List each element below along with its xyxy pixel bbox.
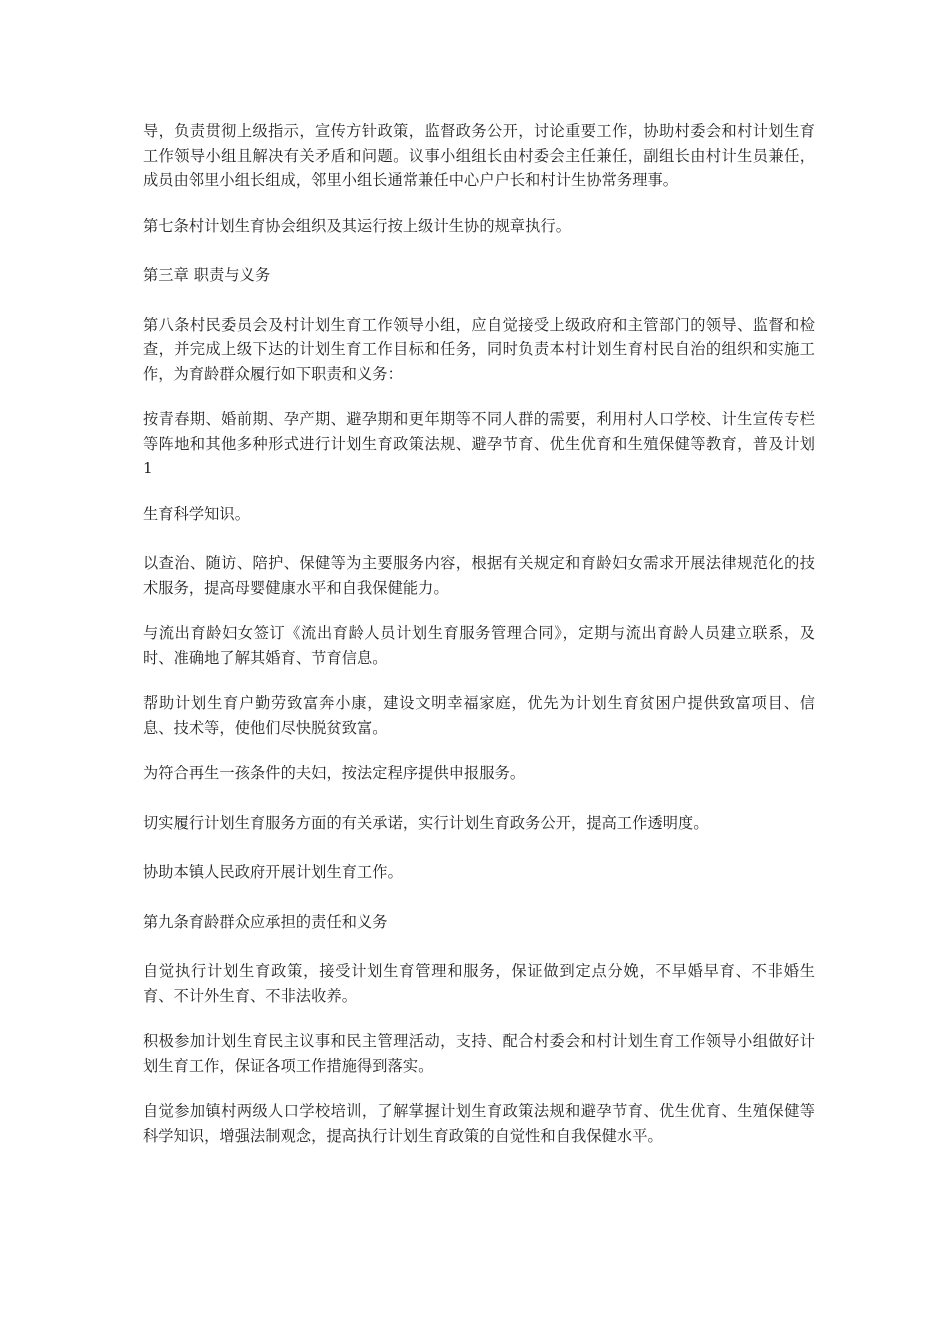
paragraph-science-knowledge: 生育科学知识。: [143, 504, 251, 523]
paragraph-obligation-policy: 自觉执行计划生育政策，接受计划生育管理和服务，保证做到定点分娩，不早婚早育、不非婚生育、不计外生育、不非法收养。: [143, 962, 815, 1005]
paragraph-obligation-training: 自觉参加镇村两级人口学校培训，了解掌握计划生育政策法规和避孕节育、优生优育、生殖保健等科学知识，增强法制观念，提高执行计划生育政策的自觉性和自我保健水平。: [143, 1102, 815, 1145]
paragraph-duty-continuation: 导，负责贯彻上级指示，宣传方针政策，监督政务公开，讨论重要工作，协助村委会和村计划生育工作领导小组且解决有关矛盾和问题。议事小组组长由村委会主任兼任，副组长由村计生员兼任，成员由邻里小组长组成，邻里小组长通常兼任中心户户长和村计生协常务理事。: [143, 122, 815, 189]
document-body: [143, 119, 815, 1169]
paragraph-outflow-contract: 与流出育龄妇女签订《流出育龄人员计划生育服务管理合同》，定期与流出育龄人员建立联系，及时、准确地了解其婚育、节育信息。: [143, 624, 815, 667]
paragraph-obligation-participation: 积极参加计划生育民主议事和民主管理活动，支持、配合村委会和村计划生育工作领导小组做好计划生育工作，保证各项工作措施得到落实。: [143, 1032, 815, 1075]
paragraph-assist-government: 协助本镇人民政府开展计划生育工作。: [143, 863, 403, 881]
paragraph-article-7: 第七条村计划生育协会组织及其运行按上级计生协的规章执行。: [143, 216, 572, 235]
chapter-3-heading: 第三章 职责与义务: [143, 266, 271, 284]
paragraph-education: 按青春期、婚前期、孕产期、避孕期和更年期等不同人群的需要，利用村人口学校、计生宣传专栏等阵地和其他多种形式进行计划生育政策法规、避孕节育、优生优育和生殖保健等教育，普及计划 1: [143, 410, 815, 477]
paragraph-second-child: 为符合再生一孩条件的夫妇，按法定程序提供申报服务。: [143, 764, 526, 782]
paragraph-transparency: 切实履行计划生育服务方面的有关承诺，实行计划生育政务公开，提高工作透明度。: [143, 813, 709, 832]
paragraph-technical-service: 以查治、随访、陪护、保健等为主要服务内容，根据有关规定和育龄妇女需求开展法律规范化的技术服务，提高母婴健康水平和自我保健能力。: [143, 554, 815, 597]
paragraph-article-9: 第九条育龄群众应承担的责任和义务: [143, 912, 388, 931]
paragraph-poverty-help: 帮助计划生育户勤劳致富奔小康，建设文明幸福家庭，优先为计划生育贫困户提供致富项目、信息、技术等，使他们尽快脱贫致富。: [143, 694, 815, 737]
paragraph-article-8: 第八条村民委员会及村计划生育工作领导小组，应自觉接受上级政府和主管部门的领导、监督和检查，并完成上级下达的计划生育工作目标和任务，同时负责本村计划生育村民自治的组织和实施工作，为育龄群众履行如下职责和义务：: [143, 315, 815, 383]
